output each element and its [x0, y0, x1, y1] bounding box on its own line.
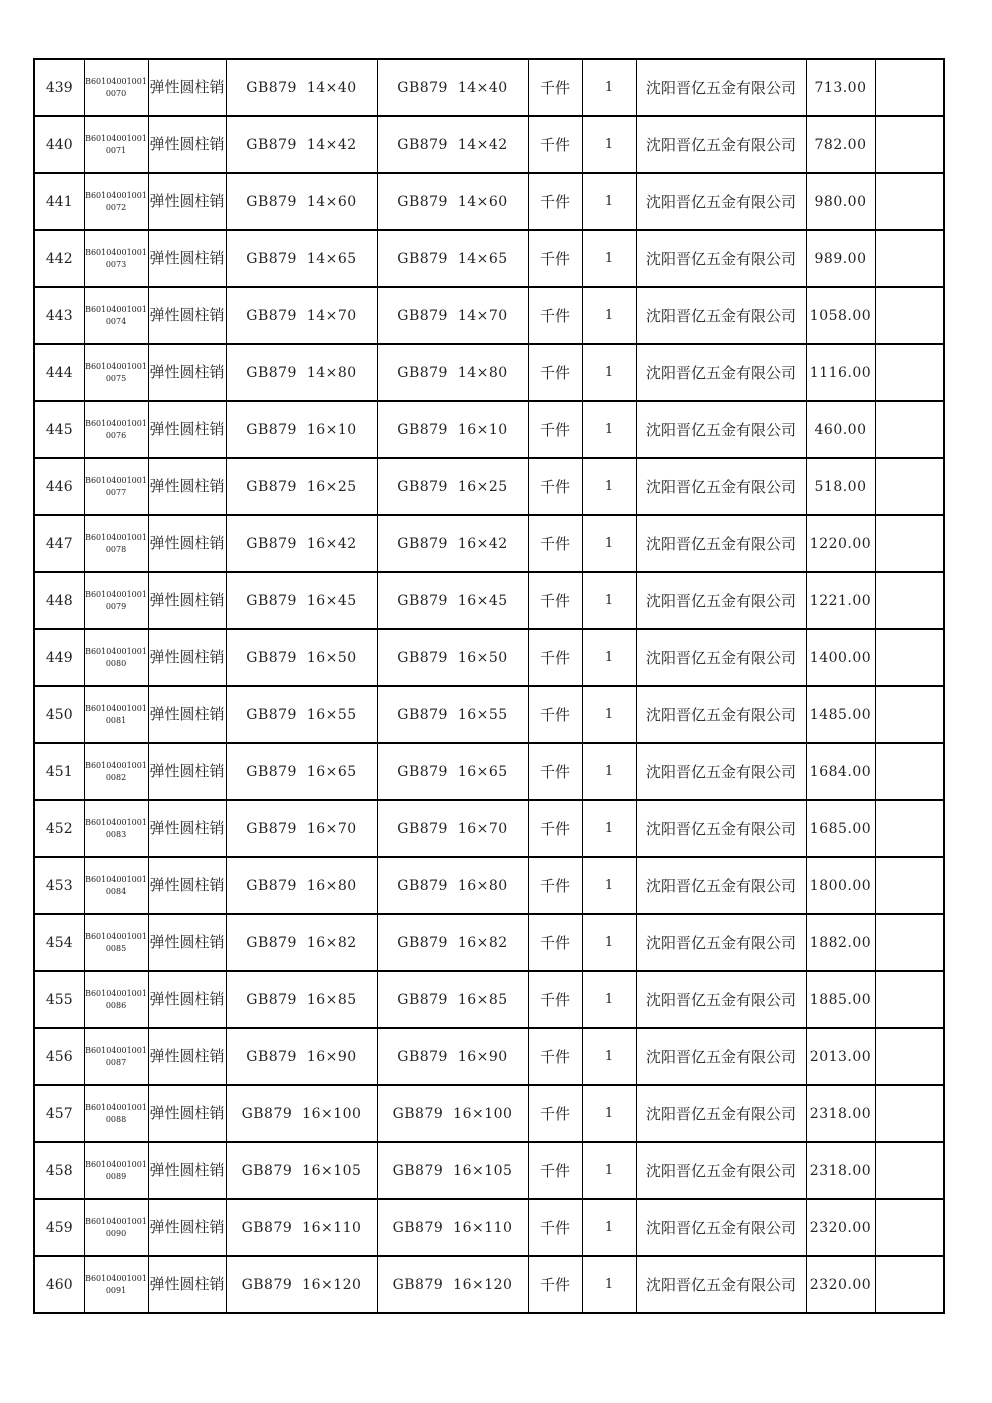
table-row [34, 971, 944, 1028]
model-number-cell: GB879 14×80 [377, 344, 528, 401]
row-number-cell: 459 [34, 1199, 84, 1256]
row-number-cell: 447 [34, 515, 84, 572]
material-code-cell: B601040010010080 [84, 629, 148, 686]
unit-price-cell: 2320.00 [806, 1256, 875, 1313]
specification-cell: GB879 16×85 [226, 971, 377, 1028]
quantity-cell: 1 [582, 914, 636, 971]
item-name-cell: 弹性圆柱销 [148, 1256, 226, 1313]
model-number-cell: GB879 14×70 [377, 287, 528, 344]
supplier-name-cell: 沈阳晋亿五金有限公司 [636, 857, 806, 914]
unit-price-cell: 2320.00 [806, 1199, 875, 1256]
unit-cell: 千件 [528, 1028, 582, 1085]
unit-price-cell: 2013.00 [806, 1028, 875, 1085]
model-number-cell: GB879 16×70 [377, 800, 528, 857]
quantity-cell: 1 [582, 1028, 636, 1085]
table-row [34, 173, 944, 230]
remark-cell [875, 515, 944, 572]
row-number-cell: 460 [34, 1256, 84, 1313]
supplier-name-cell: 沈阳晋亿五金有限公司 [636, 173, 806, 230]
quantity-cell: 1 [582, 1085, 636, 1142]
unit-cell: 千件 [528, 914, 582, 971]
remark-cell [875, 173, 944, 230]
supplier-name-cell: 沈阳晋亿五金有限公司 [636, 686, 806, 743]
table-row [34, 1142, 944, 1199]
unit-price-cell: 1220.00 [806, 515, 875, 572]
unit-price-cell: 980.00 [806, 173, 875, 230]
specification-cell: GB879 16×90 [226, 1028, 377, 1085]
row-number-cell: 457 [34, 1085, 84, 1142]
material-code-cell: B601040010010074 [84, 287, 148, 344]
quantity-cell: 1 [582, 458, 636, 515]
table-row [34, 1028, 944, 1085]
item-name-cell: 弹性圆柱销 [148, 800, 226, 857]
remark-cell [875, 59, 944, 116]
row-number-cell: 456 [34, 1028, 84, 1085]
row-number-cell: 453 [34, 857, 84, 914]
supplier-name-cell: 沈阳晋亿五金有限公司 [636, 1199, 806, 1256]
supplier-name-cell: 沈阳晋亿五金有限公司 [636, 1085, 806, 1142]
table-row [34, 116, 944, 173]
model-number-cell: GB879 14×60 [377, 173, 528, 230]
row-number-cell: 455 [34, 971, 84, 1028]
item-name-cell: 弹性圆柱销 [148, 686, 226, 743]
model-number-cell: GB879 16×65 [377, 743, 528, 800]
unit-cell: 千件 [528, 287, 582, 344]
item-name-cell: 弹性圆柱销 [148, 344, 226, 401]
item-name-cell: 弹性圆柱销 [148, 287, 226, 344]
quantity-cell: 1 [582, 1142, 636, 1199]
unit-price-cell: 2318.00 [806, 1085, 875, 1142]
remark-cell [875, 743, 944, 800]
unit-price-cell: 1221.00 [806, 572, 875, 629]
item-name-cell: 弹性圆柱销 [148, 857, 226, 914]
supplier-name-cell: 沈阳晋亿五金有限公司 [636, 230, 806, 287]
unit-cell: 千件 [528, 857, 582, 914]
supplier-name-cell: 沈阳晋亿五金有限公司 [636, 515, 806, 572]
model-number-cell: GB879 16×50 [377, 629, 528, 686]
model-number-cell: GB879 16×45 [377, 572, 528, 629]
row-number-cell: 449 [34, 629, 84, 686]
remark-cell [875, 1199, 944, 1256]
model-number-cell: GB879 16×82 [377, 914, 528, 971]
specification-cell: GB879 16×50 [226, 629, 377, 686]
supplier-name-cell: 沈阳晋亿五金有限公司 [636, 971, 806, 1028]
material-code-cell: B601040010010087 [84, 1028, 148, 1085]
unit-price-cell: 2318.00 [806, 1142, 875, 1199]
material-code-cell: B601040010010078 [84, 515, 148, 572]
quantity-cell: 1 [582, 344, 636, 401]
row-number-cell: 439 [34, 59, 84, 116]
remark-cell [875, 1142, 944, 1199]
specification-cell: GB879 14×65 [226, 230, 377, 287]
supplier-name-cell: 沈阳晋亿五金有限公司 [636, 914, 806, 971]
row-number-cell: 458 [34, 1142, 84, 1199]
unit-cell: 千件 [528, 1256, 582, 1313]
item-name-cell: 弹性圆柱销 [148, 173, 226, 230]
item-name-cell: 弹性圆柱销 [148, 1142, 226, 1199]
specification-cell: GB879 16×55 [226, 686, 377, 743]
item-name-cell: 弹性圆柱销 [148, 1028, 226, 1085]
specification-cell: GB879 16×10 [226, 401, 377, 458]
table-row [34, 515, 944, 572]
unit-price-cell: 518.00 [806, 458, 875, 515]
specification-cell: GB879 14×42 [226, 116, 377, 173]
quantity-cell: 1 [582, 743, 636, 800]
model-number-cell: GB879 16×42 [377, 515, 528, 572]
unit-cell: 千件 [528, 1199, 582, 1256]
remark-cell [875, 230, 944, 287]
remark-cell [875, 1085, 944, 1142]
quantity-cell: 1 [582, 287, 636, 344]
material-code-cell: B601040010010079 [84, 572, 148, 629]
unit-price-cell: 1885.00 [806, 971, 875, 1028]
table-row [34, 458, 944, 515]
row-number-cell: 448 [34, 572, 84, 629]
price-table [33, 58, 945, 1314]
table-row [34, 401, 944, 458]
unit-cell: 千件 [528, 515, 582, 572]
supplier-name-cell: 沈阳晋亿五金有限公司 [636, 743, 806, 800]
unit-price-cell: 1058.00 [806, 287, 875, 344]
item-name-cell: 弹性圆柱销 [148, 971, 226, 1028]
item-name-cell: 弹性圆柱销 [148, 458, 226, 515]
supplier-name-cell: 沈阳晋亿五金有限公司 [636, 800, 806, 857]
item-name-cell: 弹性圆柱销 [148, 1085, 226, 1142]
item-name-cell: 弹性圆柱销 [148, 59, 226, 116]
table-row [34, 686, 944, 743]
table-body [34, 59, 944, 1313]
quantity-cell: 1 [582, 572, 636, 629]
table-row [34, 59, 944, 116]
remark-cell [875, 971, 944, 1028]
quantity-cell: 1 [582, 116, 636, 173]
table-row [34, 629, 944, 686]
quantity-cell: 1 [582, 173, 636, 230]
quantity-cell: 1 [582, 230, 636, 287]
specification-cell: GB879 14×60 [226, 173, 377, 230]
row-number-cell: 443 [34, 287, 84, 344]
unit-cell: 千件 [528, 800, 582, 857]
unit-price-cell: 1685.00 [806, 800, 875, 857]
table-row [34, 1256, 944, 1313]
unit-price-cell: 1800.00 [806, 857, 875, 914]
remark-cell [875, 116, 944, 173]
supplier-name-cell: 沈阳晋亿五金有限公司 [636, 1028, 806, 1085]
table-row [34, 230, 944, 287]
item-name-cell: 弹性圆柱销 [148, 1199, 226, 1256]
unit-cell: 千件 [528, 173, 582, 230]
remark-cell [875, 344, 944, 401]
quantity-cell: 1 [582, 1199, 636, 1256]
item-name-cell: 弹性圆柱销 [148, 401, 226, 458]
supplier-name-cell: 沈阳晋亿五金有限公司 [636, 116, 806, 173]
material-code-cell: B601040010010072 [84, 173, 148, 230]
table-row [34, 1085, 944, 1142]
unit-cell: 千件 [528, 629, 582, 686]
unit-cell: 千件 [528, 743, 582, 800]
row-number-cell: 452 [34, 800, 84, 857]
supplier-name-cell: 沈阳晋亿五金有限公司 [636, 1142, 806, 1199]
material-code-cell: B601040010010076 [84, 401, 148, 458]
quantity-cell: 1 [582, 629, 636, 686]
item-name-cell: 弹性圆柱销 [148, 743, 226, 800]
unit-cell: 千件 [528, 572, 582, 629]
remark-cell [875, 914, 944, 971]
specification-cell: GB879 14×70 [226, 287, 377, 344]
remark-cell [875, 287, 944, 344]
material-code-cell: B601040010010082 [84, 743, 148, 800]
supplier-name-cell: 沈阳晋亿五金有限公司 [636, 401, 806, 458]
specification-cell: GB879 16×25 [226, 458, 377, 515]
item-name-cell: 弹性圆柱销 [148, 572, 226, 629]
row-number-cell: 444 [34, 344, 84, 401]
unit-cell: 千件 [528, 1085, 582, 1142]
unit-cell: 千件 [528, 1142, 582, 1199]
unit-cell: 千件 [528, 230, 582, 287]
supplier-name-cell: 沈阳晋亿五金有限公司 [636, 59, 806, 116]
unit-cell: 千件 [528, 686, 582, 743]
table-row [34, 572, 944, 629]
model-number-cell: GB879 16×110 [377, 1199, 528, 1256]
row-number-cell: 454 [34, 914, 84, 971]
model-number-cell: GB879 14×42 [377, 116, 528, 173]
model-number-cell: GB879 16×25 [377, 458, 528, 515]
unit-price-cell: 1485.00 [806, 686, 875, 743]
material-code-cell: B601040010010083 [84, 800, 148, 857]
item-name-cell: 弹性圆柱销 [148, 629, 226, 686]
quantity-cell: 1 [582, 59, 636, 116]
item-name-cell: 弹性圆柱销 [148, 116, 226, 173]
item-name-cell: 弹性圆柱销 [148, 914, 226, 971]
remark-cell [875, 458, 944, 515]
specification-cell: GB879 16×42 [226, 515, 377, 572]
model-number-cell: GB879 16×120 [377, 1256, 528, 1313]
material-code-cell: B601040010010077 [84, 458, 148, 515]
table-row [34, 914, 944, 971]
remark-cell [875, 800, 944, 857]
unit-price-cell: 1882.00 [806, 914, 875, 971]
model-number-cell: GB879 16×55 [377, 686, 528, 743]
unit-cell: 千件 [528, 344, 582, 401]
model-number-cell: GB879 16×90 [377, 1028, 528, 1085]
quantity-cell: 1 [582, 857, 636, 914]
quantity-cell: 1 [582, 686, 636, 743]
model-number-cell: GB879 14×65 [377, 230, 528, 287]
remark-cell [875, 857, 944, 914]
material-code-cell: B601040010010084 [84, 857, 148, 914]
specification-cell: GB879 16×100 [226, 1085, 377, 1142]
model-number-cell: GB879 14×40 [377, 59, 528, 116]
remark-cell [875, 1028, 944, 1085]
remark-cell [875, 629, 944, 686]
supplier-name-cell: 沈阳晋亿五金有限公司 [636, 572, 806, 629]
remark-cell [875, 572, 944, 629]
quantity-cell: 1 [582, 1256, 636, 1313]
material-code-cell: B601040010010091 [84, 1256, 148, 1313]
model-number-cell: GB879 16×105 [377, 1142, 528, 1199]
table-row [34, 287, 944, 344]
unit-price-cell: 1400.00 [806, 629, 875, 686]
specification-cell: GB879 16×80 [226, 857, 377, 914]
model-number-cell: GB879 16×10 [377, 401, 528, 458]
unit-cell: 千件 [528, 59, 582, 116]
row-number-cell: 440 [34, 116, 84, 173]
item-name-cell: 弹性圆柱销 [148, 230, 226, 287]
quantity-cell: 1 [582, 971, 636, 1028]
specification-cell: GB879 14×40 [226, 59, 377, 116]
unit-price-cell: 1684.00 [806, 743, 875, 800]
unit-price-cell: 782.00 [806, 116, 875, 173]
material-code-cell: B601040010010081 [84, 686, 148, 743]
specification-cell: GB879 16×110 [226, 1199, 377, 1256]
specification-cell: GB879 16×82 [226, 914, 377, 971]
table-row [34, 857, 944, 914]
row-number-cell: 446 [34, 458, 84, 515]
quantity-cell: 1 [582, 401, 636, 458]
model-number-cell: GB879 16×85 [377, 971, 528, 1028]
table-row [34, 800, 944, 857]
unit-cell: 千件 [528, 116, 582, 173]
row-number-cell: 442 [34, 230, 84, 287]
supplier-name-cell: 沈阳晋亿五金有限公司 [636, 1256, 806, 1313]
quantity-cell: 1 [582, 515, 636, 572]
specification-cell: GB879 16×65 [226, 743, 377, 800]
unit-price-cell: 989.00 [806, 230, 875, 287]
supplier-name-cell: 沈阳晋亿五金有限公司 [636, 287, 806, 344]
material-code-cell: B601040010010085 [84, 914, 148, 971]
material-code-cell: B601040010010089 [84, 1142, 148, 1199]
remark-cell [875, 686, 944, 743]
specification-cell: GB879 16×45 [226, 572, 377, 629]
specification-cell: GB879 16×105 [226, 1142, 377, 1199]
material-code-cell: B601040010010075 [84, 344, 148, 401]
unit-price-cell: 460.00 [806, 401, 875, 458]
row-number-cell: 451 [34, 743, 84, 800]
model-number-cell: GB879 16×80 [377, 857, 528, 914]
material-code-cell: B601040010010086 [84, 971, 148, 1028]
specification-cell: GB879 16×70 [226, 800, 377, 857]
remark-cell [875, 1256, 944, 1313]
material-code-cell: B601040010010071 [84, 116, 148, 173]
model-number-cell: GB879 16×100 [377, 1085, 528, 1142]
supplier-name-cell: 沈阳晋亿五金有限公司 [636, 458, 806, 515]
material-code-cell: B601040010010070 [84, 59, 148, 116]
row-number-cell: 441 [34, 173, 84, 230]
unit-cell: 千件 [528, 401, 582, 458]
item-name-cell: 弹性圆柱销 [148, 515, 226, 572]
supplier-name-cell: 沈阳晋亿五金有限公司 [636, 344, 806, 401]
quantity-cell: 1 [582, 800, 636, 857]
remark-cell [875, 401, 944, 458]
material-code-cell: B601040010010073 [84, 230, 148, 287]
table-row [34, 344, 944, 401]
table-row [34, 743, 944, 800]
row-number-cell: 445 [34, 401, 84, 458]
supplier-name-cell: 沈阳晋亿五金有限公司 [636, 629, 806, 686]
material-code-cell: B601040010010088 [84, 1085, 148, 1142]
unit-price-cell: 1116.00 [806, 344, 875, 401]
row-number-cell: 450 [34, 686, 84, 743]
table-row [34, 1199, 944, 1256]
specification-cell: GB879 16×120 [226, 1256, 377, 1313]
unit-cell: 千件 [528, 458, 582, 515]
material-code-cell: B601040010010090 [84, 1199, 148, 1256]
unit-price-cell: 713.00 [806, 59, 875, 116]
unit-cell: 千件 [528, 971, 582, 1028]
specification-cell: GB879 14×80 [226, 344, 377, 401]
